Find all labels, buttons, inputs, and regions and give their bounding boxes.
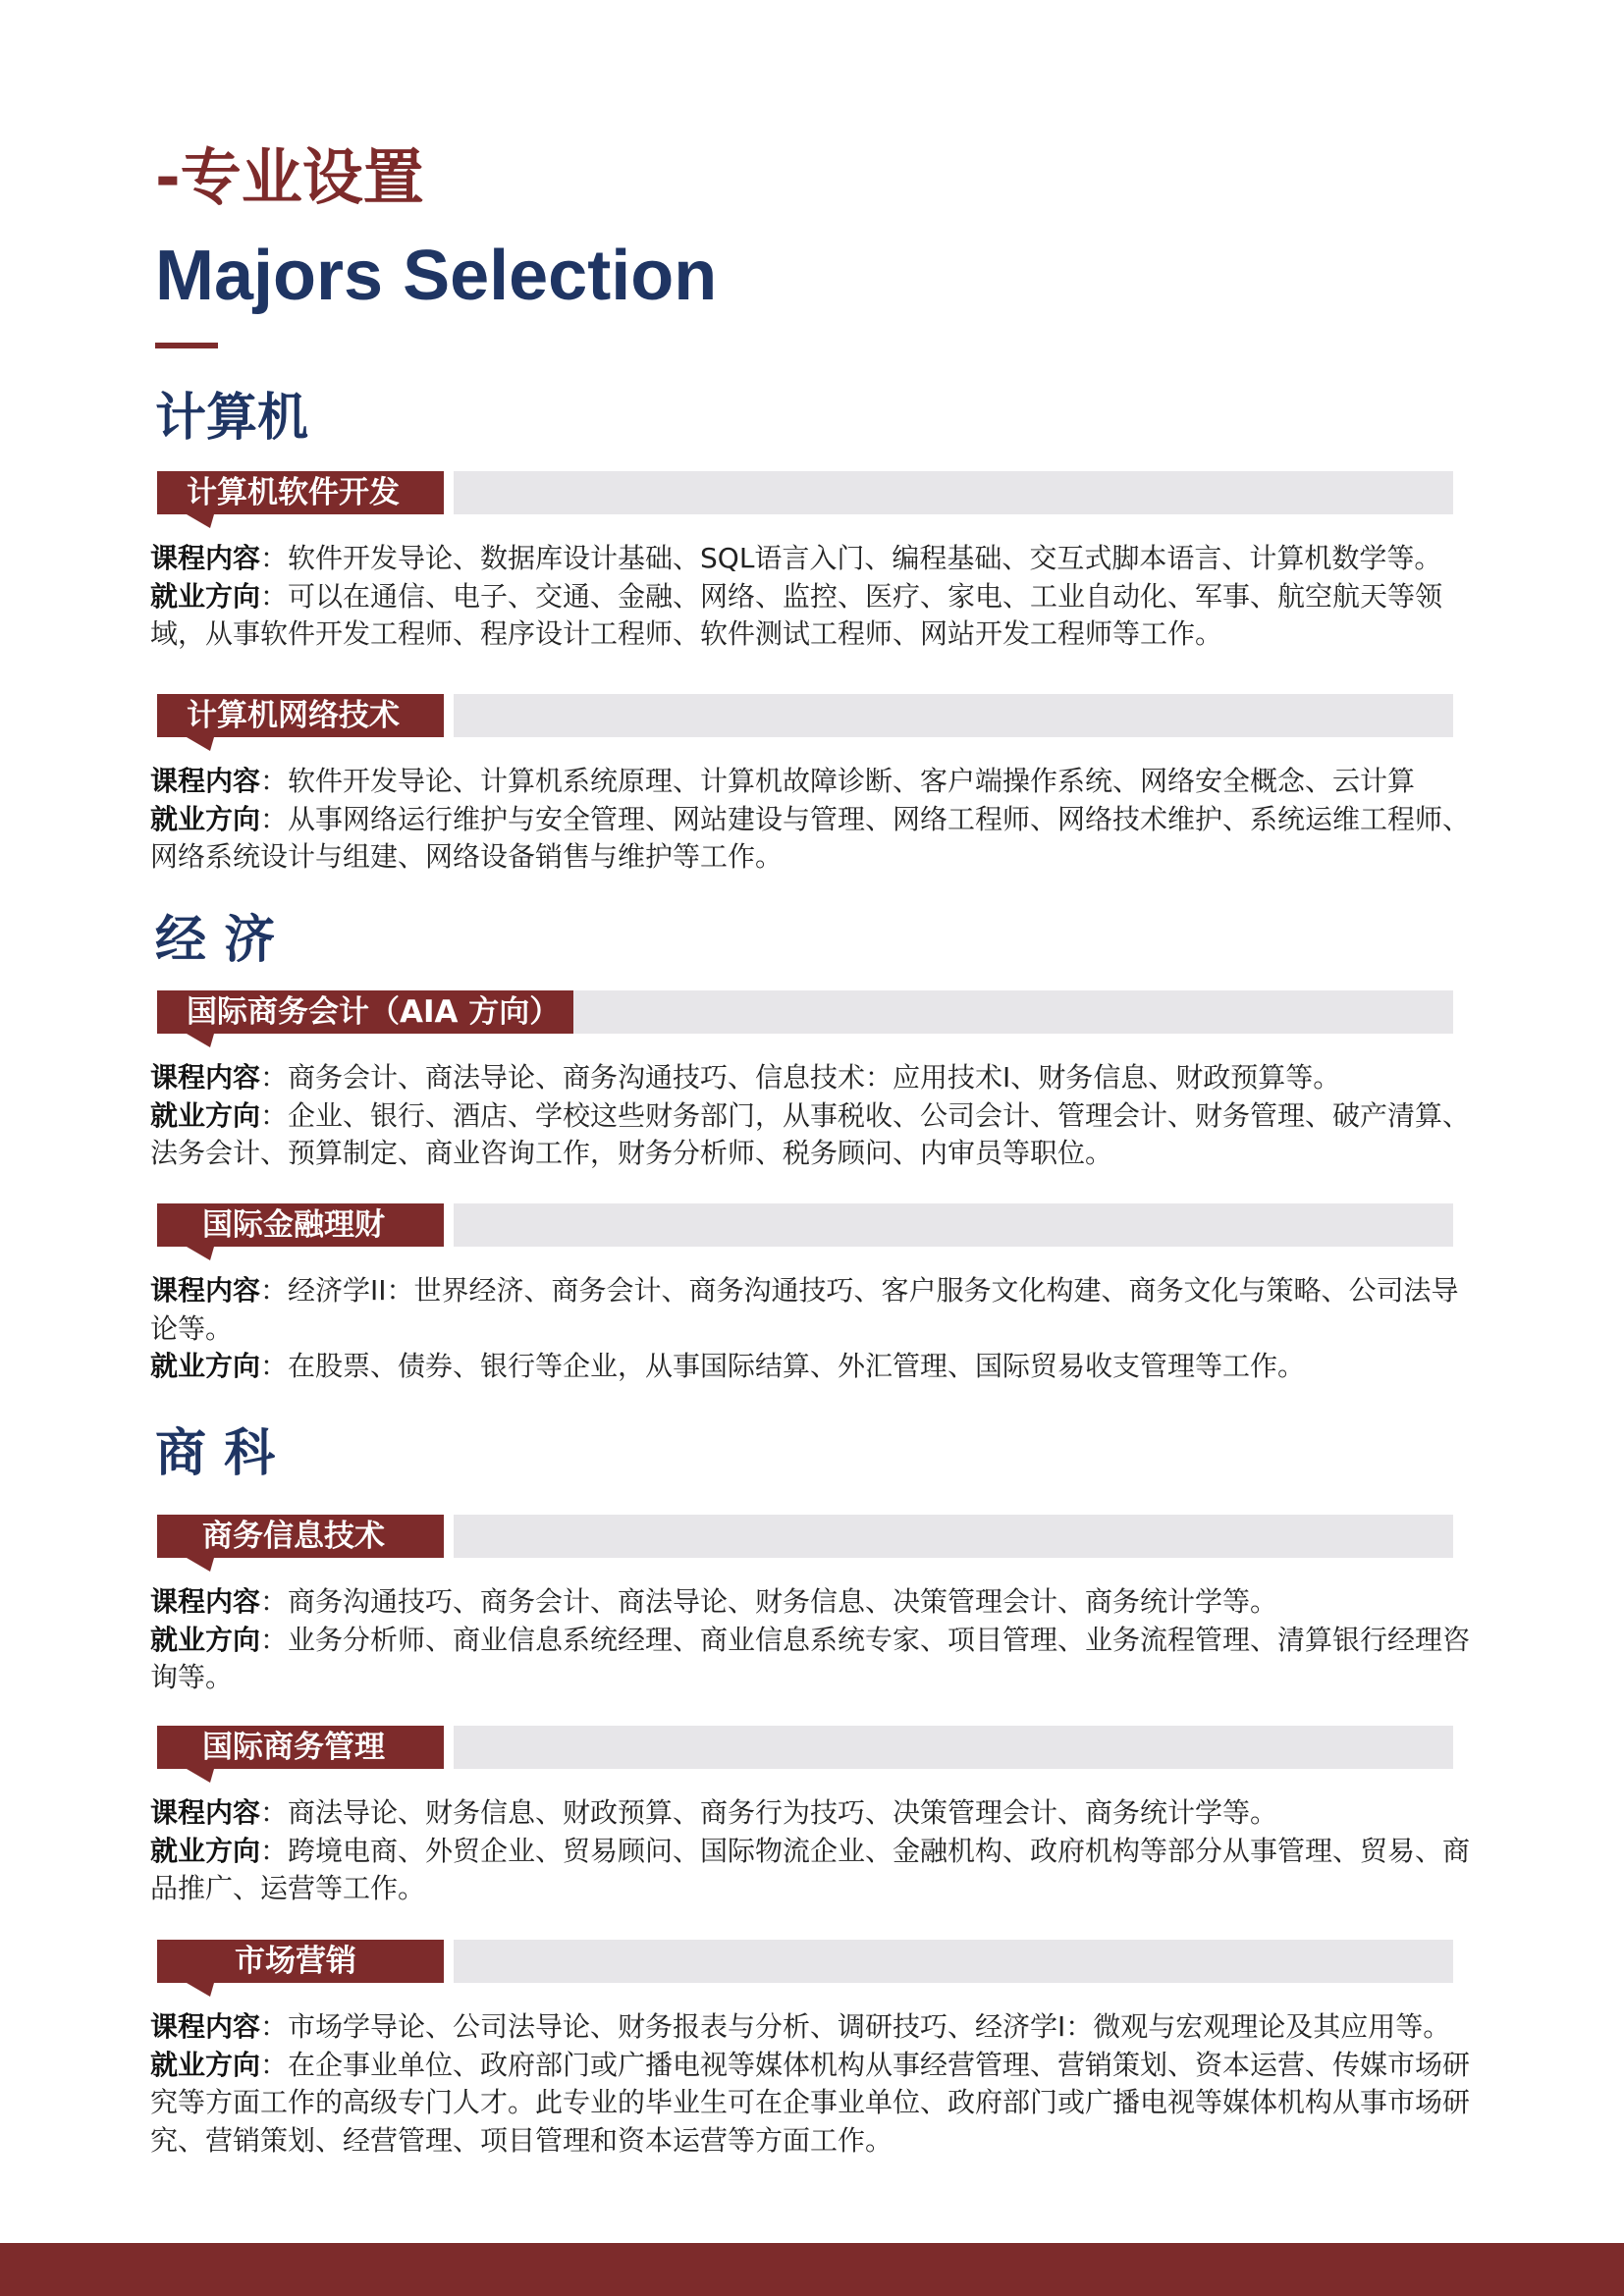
career-line bbox=[150, 1097, 1476, 1173]
career-line bbox=[150, 1348, 1476, 1386]
major-header-bar bbox=[454, 471, 1453, 514]
career-line bbox=[150, 1622, 1476, 1697]
career-label: 就业方向 bbox=[150, 1834, 261, 1867]
course-line bbox=[150, 1059, 1476, 1097]
major-header-bar bbox=[454, 1515, 1453, 1558]
career-text: ：在企事业单位、政府部门或广播电视等媒体机构从事经营管理、营销策划、资本运营、传媒市场研究等方面工作的高级专门人才。此专业的毕业生可在企事业单位、政府部门或广播电视等媒体机构从事市场研究、营销策划、经营管理、项目管理和资本运营等方面工作。 bbox=[150, 2048, 1471, 2157]
course-line bbox=[150, 2008, 1476, 2047]
course-text: ：经济学II：世界经济、商务会计、商务沟通技巧、客户服务文化构建、商务文化与策略、公司法导论等。 bbox=[150, 1274, 1459, 1345]
career-line bbox=[150, 2047, 1476, 2161]
course-line bbox=[150, 763, 1476, 801]
category-heading-economics: 经 济 bbox=[155, 911, 276, 970]
career-text: ：可以在通信、电子、交通、金融、网络、监控、医疗、家电、工业自动化、军事、航空航天等领域，从事软件开发工程师、程序设计工程师、软件测试工程师、网站开发工程师等工作。 bbox=[150, 579, 1443, 650]
major-info-finance bbox=[150, 1272, 1476, 1386]
major-header-bar bbox=[454, 1203, 1453, 1247]
career-line bbox=[150, 801, 1476, 877]
course-text: ：商法导论、财务信息、财政预算、商务行为技巧、决策管理会计、商务统计学等。 bbox=[260, 1796, 1278, 1829]
career-text: ：从事网络运行维护与安全管理、网站建设与管理、网络工程师、网络技术维护、系统运维工程师、网络系统设计与组建、网络设备销售与维护等工作。 bbox=[150, 802, 1471, 873]
course-label: 课程内容 bbox=[150, 542, 261, 574]
major-header-bar bbox=[454, 1940, 1453, 1983]
course-line bbox=[150, 540, 1476, 578]
course-label: 课程内容 bbox=[150, 2010, 261, 2043]
course-text: ：商务会计、商法导论、商务沟通技巧、信息技术：应用技术I、财务信息、财政预算等。 bbox=[260, 1061, 1341, 1094]
major-tag-software: 计算机软件开发 bbox=[157, 471, 444, 514]
page-title-en: Majors Selection bbox=[155, 237, 718, 315]
major-header-bar bbox=[454, 694, 1453, 737]
major-info-network bbox=[150, 763, 1476, 877]
footer-bar bbox=[0, 2243, 1624, 2296]
major-header-bar bbox=[454, 990, 1453, 1034]
career-text: ：在股票、债券、银行等企业，从事国际结算、外汇管理、国际贸易收支管理等工作。 bbox=[260, 1350, 1306, 1382]
major-header-bar bbox=[454, 1726, 1453, 1769]
career-text: ：企业、银行、酒店、学校这些财务部门，从事税收、公司会计、管理会计、财务管理、破产清算、法务会计、预算制定、商业咨询工作，财务分析师、税务顾问、内审员等职位。 bbox=[150, 1098, 1471, 1169]
title-underline bbox=[155, 343, 218, 348]
major-tag-intl-business: 国际商务管理 bbox=[157, 1726, 444, 1769]
career-line bbox=[150, 1833, 1476, 1908]
course-line bbox=[150, 1583, 1476, 1622]
course-label: 课程内容 bbox=[150, 765, 261, 797]
course-text: ：商务沟通技巧、商务会计、商法导论、财务信息、决策管理会计、商务统计学等。 bbox=[260, 1585, 1278, 1618]
course-line bbox=[150, 1272, 1476, 1348]
course-text: ：软件开发导论、计算机系统原理、计算机故障诊断、客户端操作系统、网络安全概念、云计算 bbox=[260, 765, 1416, 797]
course-text: ：软件开发导论、数据库设计基础、SQL语言入门、编程基础、交互式脚本语言、计算机数学等。 bbox=[260, 542, 1442, 574]
major-info-business-it bbox=[150, 1583, 1476, 1697]
major-info-software bbox=[150, 540, 1476, 654]
major-tag-accounting: 国际商务会计（AIA 方向） bbox=[157, 990, 573, 1034]
major-tag-finance: 国际金融理财 bbox=[157, 1203, 444, 1247]
career-label: 就业方向 bbox=[150, 802, 261, 835]
course-label: 课程内容 bbox=[150, 1796, 261, 1829]
career-label: 就业方向 bbox=[150, 1098, 261, 1132]
career-label: 就业方向 bbox=[150, 2048, 261, 2081]
page-title-cn: -专业设置 bbox=[155, 141, 424, 213]
career-line bbox=[150, 578, 1476, 654]
career-text: ：业务分析师、商业信息系统经理、商业信息系统专家、项目管理、业务流程管理、清算银行经理咨询等。 bbox=[150, 1623, 1471, 1693]
career-label: 就业方向 bbox=[150, 1350, 261, 1382]
major-tag-marketing: 市场营销 bbox=[157, 1940, 444, 1983]
career-label: 就业方向 bbox=[150, 579, 261, 613]
course-line bbox=[150, 1794, 1476, 1833]
course-label: 课程内容 bbox=[150, 1274, 261, 1307]
major-tag-business-it: 商务信息技术 bbox=[157, 1515, 444, 1558]
major-info-marketing bbox=[150, 2008, 1476, 2160]
course-label: 课程内容 bbox=[150, 1585, 261, 1618]
category-heading-computer: 计算机 bbox=[155, 389, 309, 448]
category-heading-business: 商 科 bbox=[155, 1424, 276, 1483]
major-tag-network: 计算机网络技术 bbox=[157, 694, 444, 737]
major-info-intl-business bbox=[150, 1794, 1476, 1908]
course-label: 课程内容 bbox=[150, 1061, 261, 1094]
course-text: ：市场学导论、公司法导论、财务报表与分析、调研技巧、经济学I：微观与宏观理论及其应用等。 bbox=[260, 2010, 1451, 2043]
career-text: ：跨境电商、外贸企业、贸易顾问、国际物流企业、金融机构、政府机构等部分从事管理、贸易、商品推广、运营等工作。 bbox=[150, 1834, 1471, 1904]
major-info-accounting bbox=[150, 1059, 1476, 1173]
career-label: 就业方向 bbox=[150, 1623, 261, 1656]
